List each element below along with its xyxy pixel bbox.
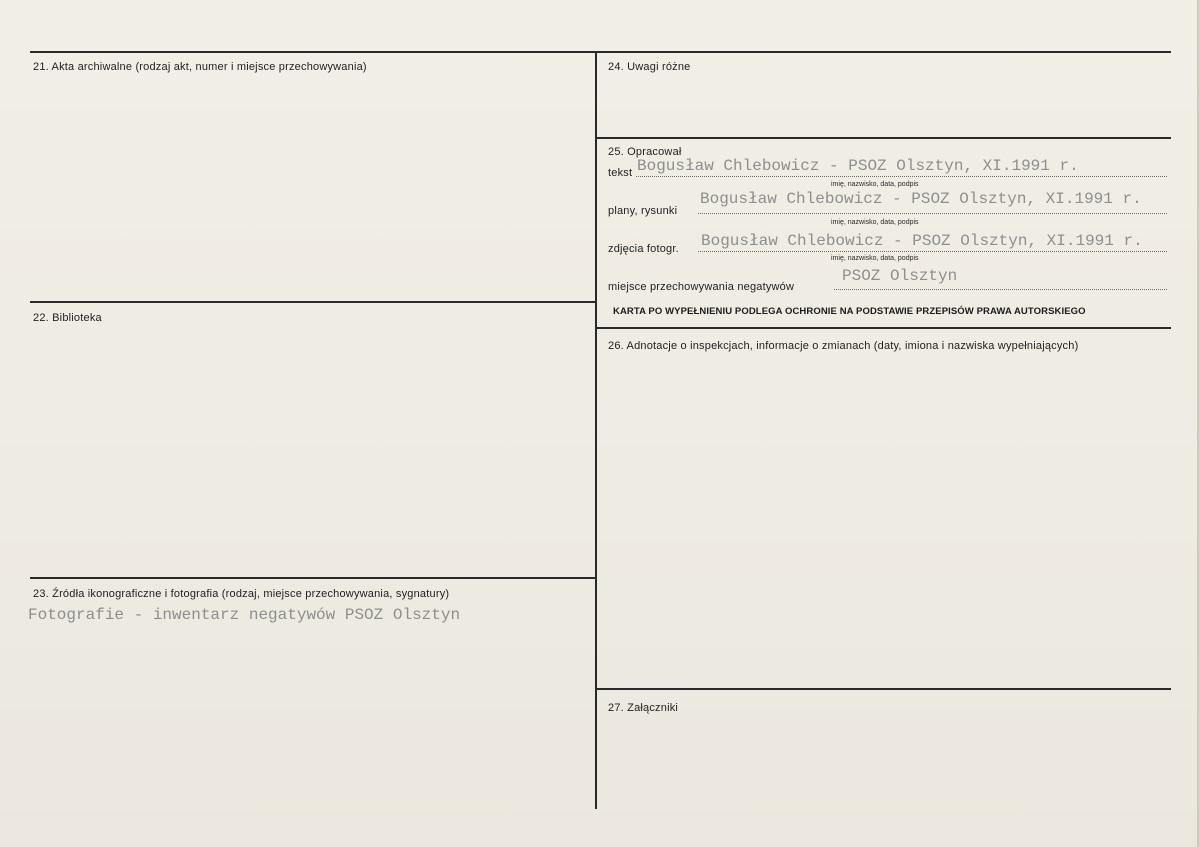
section-24-label: 24. Uwagi różne: [608, 61, 691, 73]
negatywy-value: PSOZ Olsztyn: [842, 267, 958, 285]
divider-22-23: [30, 577, 596, 579]
plany-caption: imię, nazwisko, data, podpis: [831, 219, 919, 226]
zdjecia-label: zdjęcia fotogr.: [608, 243, 679, 255]
section-23-value: Fotografie - inwentarz negatywów PSOZ Olsztyn: [28, 606, 461, 624]
divider-21-22: [30, 301, 596, 303]
tekst-label: tekst: [608, 167, 633, 179]
section-22-label: 22. Biblioteka: [33, 312, 102, 324]
tekst-value: Bogusław Chlebowicz - PSOZ Olsztyn, XI.1991 r.: [637, 157, 1079, 175]
tekst-dotted-line: [636, 176, 1167, 177]
negatywy-label: miejsce przechowywania negatywów: [608, 281, 795, 293]
plany-label: plany, rysunki: [608, 205, 678, 217]
zdjecia-caption: imię, nazwisko, data, podpis: [831, 255, 919, 262]
section-25-label: 25. Opracował: [608, 146, 682, 158]
plany-value: Bogusław Chlebowicz - PSOZ Olsztyn, XI.1991 r.: [700, 190, 1142, 208]
divider-26-27: [596, 688, 1171, 690]
zdjecia-dotted-line: [698, 251, 1167, 252]
copyright-notice: KARTA PO WYPEŁNIENIU PODLEGA OCHRONIE NA PODSTAWIE PRZEPISÓW PRAWA AUTORSKIEGO: [613, 306, 1086, 317]
plany-dotted-line: [698, 213, 1167, 214]
divider-24-25: [596, 137, 1171, 139]
tekst-caption: imię, nazwisko, data, podpis: [831, 181, 919, 188]
section-23-label: 23. Źródła ikonograficzne i fotografia (rodzaj, miejsce przechowywania, sygnatury): [33, 588, 450, 600]
section-21-label: 21. Akta archiwalne (rodzaj akt, numer i miejsce przechowywania): [33, 61, 367, 73]
negatywy-dotted-line: [834, 289, 1167, 290]
section-27-label: 27. Załączniki: [608, 702, 679, 714]
top-border: [30, 51, 1171, 53]
zdjecia-value: Bogusław Chlebowicz - PSOZ Olsztyn, XI.1991 r.: [701, 232, 1143, 250]
divider-25-26: [596, 327, 1171, 329]
column-divider: [595, 51, 597, 809]
section-26-label: 26. Adnotacje o inspekcjach, informacje o zmianach (daty, imiona i nazwiska wypełniających): [608, 340, 1079, 352]
